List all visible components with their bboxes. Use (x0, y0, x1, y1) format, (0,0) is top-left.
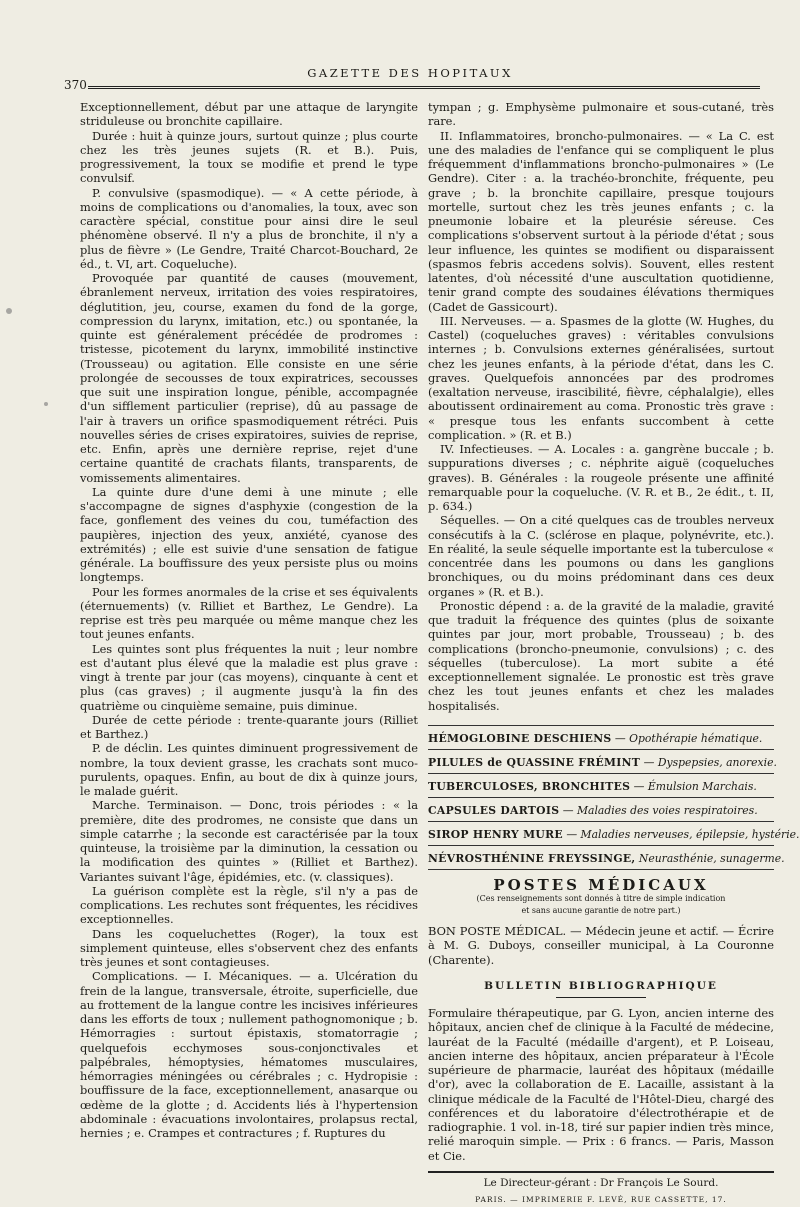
ad-tuberculoses (428, 774, 774, 798)
advertisements (428, 725, 800, 870)
paragraph: Marche. Terminaison. — Donc, trois périodes : « la première, dite des prodromes, ne consiste que dans un simple catarrhe ; la seconde est caractérisée par la toux quinteuse, la troisième par la diminution, la cessation ou la modification des quintes » (Rilliet et Barthez). Variantes suivant l'âge, épidémies, etc. (v. classiques). (80, 798, 418, 884)
ad-name: PILULES de QUASSINE FRÉMINT (428, 755, 641, 769)
postes-title: POSTES MÉDICAUX (493, 875, 709, 894)
paragraph: Durée de cette période : trente-quarante jours (Rilliet et Barthez.) (80, 712, 418, 741)
printer-line: PARIS. — IMPRIMERIE F. LEVÉ, RUE CASSETTE, 17. (475, 1195, 727, 1204)
ad-desc: — Opothérapie hématique. (614, 731, 763, 745)
ad-desc: — Émulsion Marchais. (633, 779, 757, 793)
paragraph: P. de déclin. Les quintes diminuent progressivement de nombre, la toux devient grasse, les crachats sont muco-purulents, opaques. Enfin, au bout de dix à quinze jours, le malade guérit. (80, 741, 418, 798)
paragraph: Durée : huit à quinze jours, surtout quinze ; plus courte chez les très jeunes sujets (R. et B.). Puis, progressivement, la toux se modifie et prend le type convulsif. (80, 128, 418, 186)
left-column (80, 100, 418, 1140)
separator-rule (556, 997, 646, 998)
postes-item: BON POSTE MÉDICAL. — Médecin jeune et actif. — Écrire à M. G. Duboys, conseiller municipal, à La Couronne (Charente). (428, 924, 774, 967)
paragraph: tympan ; g. Emphysème pulmonaire et sous-cutané, très rare. (428, 100, 774, 129)
paragraph: Complications. — I. Mécaniques. — a. Ulcération du frein de la langue, transversale, étroite, superficielle, due au frottement de la langue contre les incisives inférieures dans les efforts de toux ; nullement pathognomonique ; b. Hémorragies : surtout épistaxis, stomatorragie ; quelquefois ecchymoses sous-conjonctivales et palpébrales, hémoptysies, hématomes musculaires, hémorragies méningées ou cérébrales ; c. Hydropisie : bouffissure de la face, exceptionnellement, anasarque ou œdème de la glotte ; d. Accidents liés à l'hypertension abdominale : évacuations involontaires, prolapsus rectal, hernies ; e. Crampes et contractures ; f. Ruptures du (80, 969, 418, 1140)
page-number: 370 (64, 78, 87, 92)
paragraph: IV. Infectieuses. — A. Locales : a. gangrène buccale ; b. suppurations diverses ; c. néphrite aiguë (coqueluches graves). B. Générales : la rougeole présente une affinité remarquable pour la coqueluche. (V. R. et B., 2e édit., t. II, p. 634.) (428, 442, 774, 513)
ad-capsules (428, 798, 774, 822)
paragraph: Pour les formes anormales de la crise et ses équivalents (éternuements) (v. Rilliet et Barthez, Le Gendre). La reprise est très peu marquée ou même manque chez les tout jeunes enfants. (80, 584, 418, 642)
header-rule (88, 86, 760, 89)
ad-name: CAPSULES DARTOIS (428, 803, 560, 817)
bulletin-text: Formulaire thérapeutique, par G. Lyon, ancien interne des hôpitaux, ancien chef de clinique à la Faculté de médecine, lauréat de la Faculté (médaille d'argent), et P. Loiseau, ancien interne des hôpitaux, ancien préparateur à l'École supérieure de pharmacie, lauréat des hôpitaux (médaille d'or), avec la collaboration de E. Lacaille, assistant à la clinique médicale de la Faculté de l'Hôtel-Dieu, chargé des conférences et du laboratoire d'électrothérapie et de radiographie. 1 vol. in-18, tiré sur papier indien très mince, relié maroquin simple. — Prix : 6 francs. — Paris, Masson et Cie. (428, 1006, 774, 1163)
ad-desc: — Dyspepsies, anorexie. (643, 755, 777, 769)
paragraph: II. Inflammatoires, broncho-pulmonaires. — « La C. est une des maladies de l'enfance qui se compliquent le plus fréquemment d'inflammations broncho-pulmonaires » (Le Gendre). Citer : a. la trachéo-bronchite, fréquente, peu grave ; b. la bronchite capillaire, presque toujours mortelle, surtout chez les très jeunes enfants ; c. la pneumonie lobaire et la pleurésie séreuse. Ces complications s'observent surtout à la période d'état ; sous leur influence, les quintes se modifient ou disparaissent (spasmos febris accedens solvis). Souvent, elles restent latentes, d'où nécessité d'une auscultation quotidienne, tenir grand compte des soudaines élévations thermiques (Cadet de Gassicourt). (428, 128, 774, 314)
paragraph: Pronostic dépend : a. de la gravité de la maladie, gravité que traduit la fréquence des quintes (plus de soixante quintes par jour, mort probable, Trousseau) ; b. des complications (broncho-pneumonie, convulsions) ; c. des séquelles (tuberculose). La mort subite a été exceptionnellement signalée. Le pronostic est très grave chez les tout jeunes enfants et chez les malades hospitalisés. (428, 598, 774, 713)
ink-spot (44, 402, 48, 406)
paragraph: La quinte dure d'une demi à une minute ; elle s'accompagne de signes d'asphyxie (congestion de la face, gonflement des veines du cou, tuméfaction des paupières, injection des yeux, anxiété, cyanose des extrémités) ; elle est suivie d'une sensation de fatigue générale. La bouffissure des yeux persiste plus ou moins longtemps. (80, 484, 418, 585)
ad-desc: — Maladies nerveuses, épilepsie, hystérie. (566, 827, 800, 841)
page-header (60, 64, 760, 104)
bulletin-title: BULLETIN BIBLIOGRAPHIQUE (484, 979, 718, 992)
postes-note-line-2: et sans aucune garantie de notre part.) (521, 906, 681, 915)
journal-title: GAZETTE DES HOPITAUX (307, 66, 513, 80)
ad-pilules (428, 750, 777, 774)
paragraph: Les quintes sont plus fréquentes la nuit ; leur nombre est d'autant plus élevé que la maladie est plus grave : vingt à trente par jour (cas moyens), cinquante à cent et plus (cas graves) ; il augmente jusqu'à la fin des quatrième ou cinquième semaine, puis diminue. (80, 641, 418, 713)
paragraph: P. convulsive (spasmodique). — « A cette période, à moins de complications ou d'anomalies, la toux, avec son caractère spécial, constitue pour ainsi dire le seul phénomène observé. Il n'y a plus de bronchite, il n'y a plus de fièvre » (Le Gendre, Traité Charcot-Bouchard, 2e éd., t. VI, art. Coqueluche). (80, 185, 418, 271)
ad-desc: — Maladies des voies respiratoires. (562, 803, 758, 817)
ad-nevrosthenine (428, 846, 785, 870)
ad-hemoglobine (428, 725, 774, 750)
paragraph: Dans les coqueluchettes (Roger), la toux est simplement quinteuse, elles s'observent chez des enfants très jeunes et sont contagieuses. (80, 926, 418, 969)
ink-spot (6, 308, 12, 314)
paragraph: Exceptionnellement, début par une attaque de laryngite striduleuse ou bronchite capillaire. (80, 100, 418, 129)
right-column (428, 100, 800, 1207)
paragraph: Séquelles. — On a cité quelques cas de troubles nerveux consécutifs à la C. (sclérose en plaque, polynévrite, etc.). En réalité, la seule séquelle importante est la tuberculose « concentrée dans les poumons ou dans les ganglions bronchiques, ou du moins prédominant dans ces deux organes » (R. et B.). (428, 513, 774, 599)
ad-name: NÉVROSTHÉNINE FREYSSINGE, (428, 851, 636, 865)
director-signature: Le Directeur-gérant : Dr François Le Sourd. (428, 1171, 774, 1190)
ad-name: TUBERCULOSES, BRONCHITES (428, 779, 631, 793)
ad-name: HÉMOGLOBINE DESCHIENS (428, 731, 612, 745)
paragraph: III. Nerveuses. — a. Spasmes de la glotte (W. Hughes, du Castel) (coqueluches graves) : véritables convulsions internes ; b. Convulsions externes généralisées, surtout chez les jeunes enfants, à la période d'état, dans les C. graves. Quelquefois annoncées par des prodromes (exaltation nerveuse, irascibilité, fièvre, céphalalgie), elles aboutissent ordinairement au coma. Pronostic très grave : « presque tous les enfants succombent à cette complication. » (R. et B.) (428, 313, 774, 442)
ad-name: SIROP HENRY MURE (428, 827, 563, 841)
paragraph: La guérison complète est la règle, s'il n'y a pas de complications. Les rechutes sont fréquentes, les récidives exceptionnelles. (80, 883, 418, 927)
ad-desc: Neurasthénie, sunagerme. (638, 851, 785, 865)
postes-note-line-1: (Ces renseignements sont donnés à titre de simple indication (476, 894, 726, 903)
paragraph: Provoquée par quantité de causes (mouvement, ébranlement nerveux, irritation des voies respiratoires, déglutition, jeu, course, examen du fond de la gorge, compression du larynx, imitation, etc.) ou spontanée, la quinte est généralement précédée de prodromes : tristesse, picotement du larynx, immobilité instinctive (Trousseau) ou agitation. Elle consiste en une série prolongée de secousses de toux expiratrices, secousses que suit une inspiration longue, pénible, accompagnée d'un sifflement particulier (reprise), dû au passage de l'air à travers un orifice spasmodiquement rétréci. Puis nouvelles séries de crises expiratoires, suivies de reprise, etc. Enfin, après une dernière reprise, rejet d'une certaine quantité de crachats filants, transparents, de vomissements alimentaires. (80, 271, 418, 485)
ad-sirop (428, 822, 800, 846)
